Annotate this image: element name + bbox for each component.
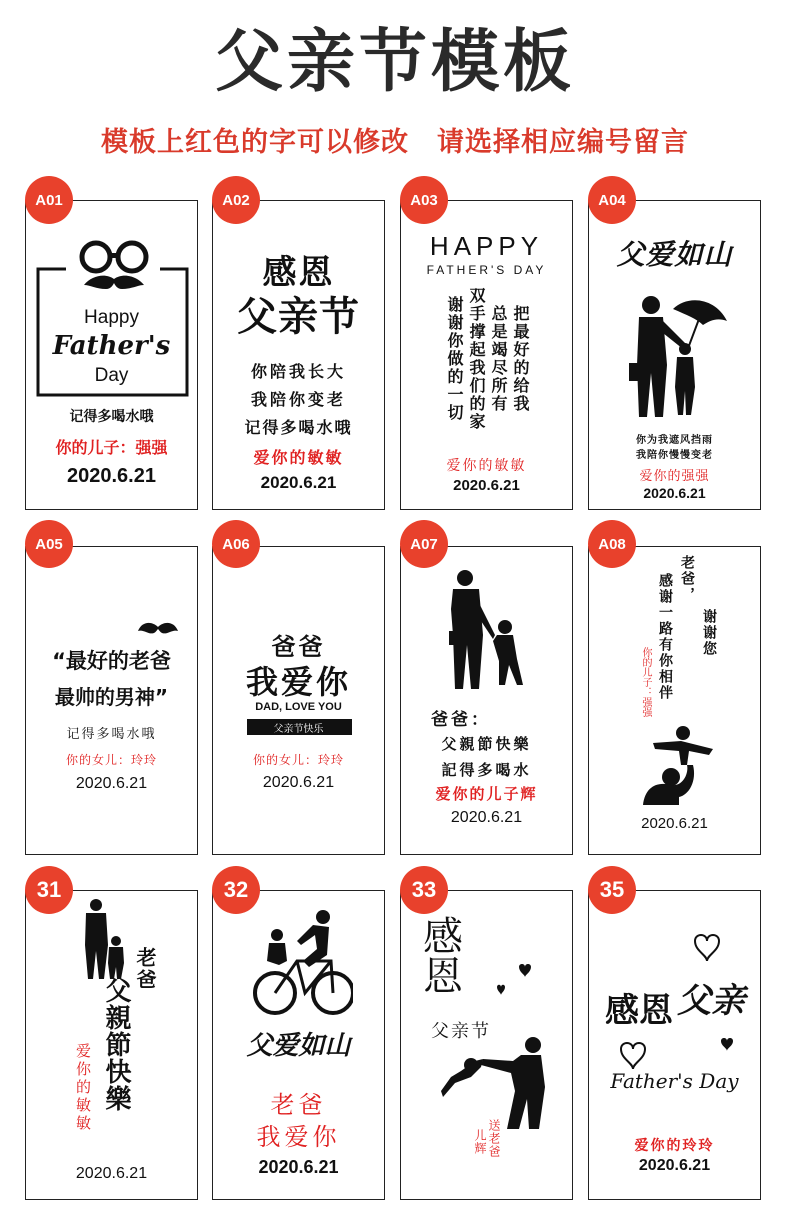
badge-a05: A05 — [25, 520, 73, 568]
signature-col: 你的儿子：强强 — [640, 647, 651, 717]
festival-col: 父親節快樂 — [101, 977, 131, 1112]
template-card-a08[interactable] — [588, 546, 761, 855]
signature-col-2: 送老爸 — [487, 1119, 501, 1158]
mustache-icon — [138, 619, 178, 639]
ribbon-text: 父亲节快乐 — [273, 724, 324, 735]
badge-32: 32 — [212, 866, 260, 914]
date-text: 2020.6.21 — [638, 1157, 711, 1174]
date-text: 2020.6.21 — [641, 815, 708, 832]
poem-col-2: 感谢一路有你相伴 — [657, 573, 673, 701]
poem-col-4: 把最好的给我 — [511, 305, 530, 413]
template-card-35[interactable] — [588, 890, 761, 1200]
message-line-2: 記得多喝水 — [441, 761, 532, 779]
poem-col-1: 谢谢你做的一切 — [445, 296, 464, 422]
message-line-1: 你陪我长大 — [250, 362, 346, 381]
poem-col-3: 谢谢您 — [701, 609, 717, 657]
fathers-text: Father's — [52, 331, 171, 361]
fathers-day-heading: 父亲节 — [237, 294, 360, 340]
date-text: 2020.6.21 — [260, 473, 337, 492]
signature-line: 爱你的强强 — [639, 469, 710, 484]
script-text: Father's Day — [610, 1069, 739, 1093]
father-son-bicycle-icon — [253, 909, 353, 1019]
dad-greeting: 爸爸： — [431, 710, 491, 730]
signature-line: 你的女儿：玲玲 — [252, 753, 344, 767]
template-card-a01[interactable] — [25, 200, 198, 510]
dad-col: 老爸 — [133, 947, 157, 991]
gratitude-heading: 感恩 — [262, 253, 335, 293]
fathers-day-text: 父亲节 — [431, 1021, 491, 1042]
badge-a02: A02 — [212, 176, 260, 224]
signature-line: 爱你的玲玲 — [634, 1138, 715, 1154]
badge-31: 31 — [25, 866, 73, 914]
date-text: 2020.6.21 — [450, 809, 523, 826]
fathers-day-text: FATHER'S DAY — [426, 263, 547, 277]
message-line-2: 我陪你慢慢变老 — [636, 450, 713, 461]
badge-a06: A06 — [212, 520, 260, 568]
template-card-a05[interactable] — [25, 546, 198, 855]
signature-col: 爱你的敏敏 — [74, 1043, 92, 1133]
mountain-love-title: 父爱如山 — [616, 238, 733, 271]
poem-col-2: 双手撑起我们的家 — [467, 287, 486, 431]
badge-a04: A04 — [588, 176, 636, 224]
father-son-walking-icon — [447, 569, 527, 691]
father-swinging-child-icon — [441, 1037, 551, 1129]
quote-line-2: 最帅的男神” — [54, 685, 169, 709]
signature-line: 你的儿子：强强 — [55, 438, 168, 457]
english-subtitle: DAD, LOVE YOU — [255, 701, 342, 713]
date-text: 2020.6.21 — [75, 1165, 148, 1182]
page-subtitle: 模板上红色的字可以修改 请选择相应编号留言 — [101, 127, 689, 158]
happy-text: HAPPY — [429, 231, 544, 261]
gratitude-big: 感恩 — [605, 991, 673, 1031]
message-line-1: 记得多喝水哦 — [66, 727, 157, 742]
template-card-a04[interactable] — [588, 200, 761, 510]
template-card-32[interactable] — [212, 890, 385, 1200]
poem-col-1: 老爸， — [679, 555, 695, 603]
template-card-33[interactable] — [400, 890, 573, 1200]
signature-line: 爱你的敏敏 — [253, 448, 344, 467]
template-card-a03[interactable] — [400, 200, 573, 510]
umbrella-father-son-icon — [629, 291, 729, 421]
gratitude-big: 感恩 — [423, 914, 463, 1000]
mountain-love-title: 父爱如山 — [246, 1031, 351, 1061]
badge-a01: A01 — [25, 176, 73, 224]
template-card-31[interactable] — [25, 890, 198, 1200]
signature-line: 爱你的敏敏 — [446, 458, 527, 474]
date-text: 2020.6.21 — [258, 1157, 339, 1177]
badge-33: 33 — [400, 866, 448, 914]
love-you-heading: 我爱你 — [245, 663, 351, 701]
date-text: 2020.6.21 — [453, 477, 520, 494]
message-line-1: 老爸 — [270, 1091, 327, 1119]
date-text: 2020.6.21 — [75, 775, 148, 792]
signature-col-1: 儿辉 — [473, 1129, 487, 1155]
signature-line: 爱你的儿子辉 — [435, 785, 538, 803]
template-card-a06[interactable] — [212, 546, 385, 855]
date-text: 2020.6.21 — [262, 774, 335, 791]
father-lifting-child-icon — [643, 725, 723, 807]
day-text: Day — [94, 365, 129, 386]
quote-line-1: “最好的老爸 — [52, 649, 171, 673]
message-line-1: 记得多喝水哦 — [69, 409, 154, 425]
poem-col-3: 总是竭尽所有 — [489, 305, 508, 413]
message-line-2: 我爱你 — [256, 1123, 341, 1151]
template-card-a02[interactable] — [212, 200, 385, 510]
message-line-3: 记得多喝水哦 — [244, 418, 353, 437]
date-text: 2020.6.21 — [643, 485, 706, 501]
date-text: 2020.6.21 — [67, 465, 156, 487]
badge-a07: A07 — [400, 520, 448, 568]
signature-line: 你的女儿：玲玲 — [65, 753, 157, 767]
hearts-icon — [493, 961, 533, 1001]
message-line-1: 父親節快樂 — [441, 735, 532, 753]
father-big: 父亲 — [677, 981, 745, 1021]
dad-heading: 爸爸 — [271, 633, 326, 661]
template-card-a07[interactable] — [400, 546, 573, 855]
badge-a03: A03 — [400, 176, 448, 224]
message-line-1: 你为我遮风挡雨 — [636, 435, 713, 446]
happy-text: Happy — [84, 307, 139, 328]
father-son-standing-icon — [82, 899, 126, 979]
message-line-2: 我陪你变老 — [250, 390, 346, 409]
badge-35: 35 — [588, 866, 636, 914]
page-title: 父亲节模板 — [214, 23, 575, 102]
badge-a08: A08 — [588, 520, 636, 568]
